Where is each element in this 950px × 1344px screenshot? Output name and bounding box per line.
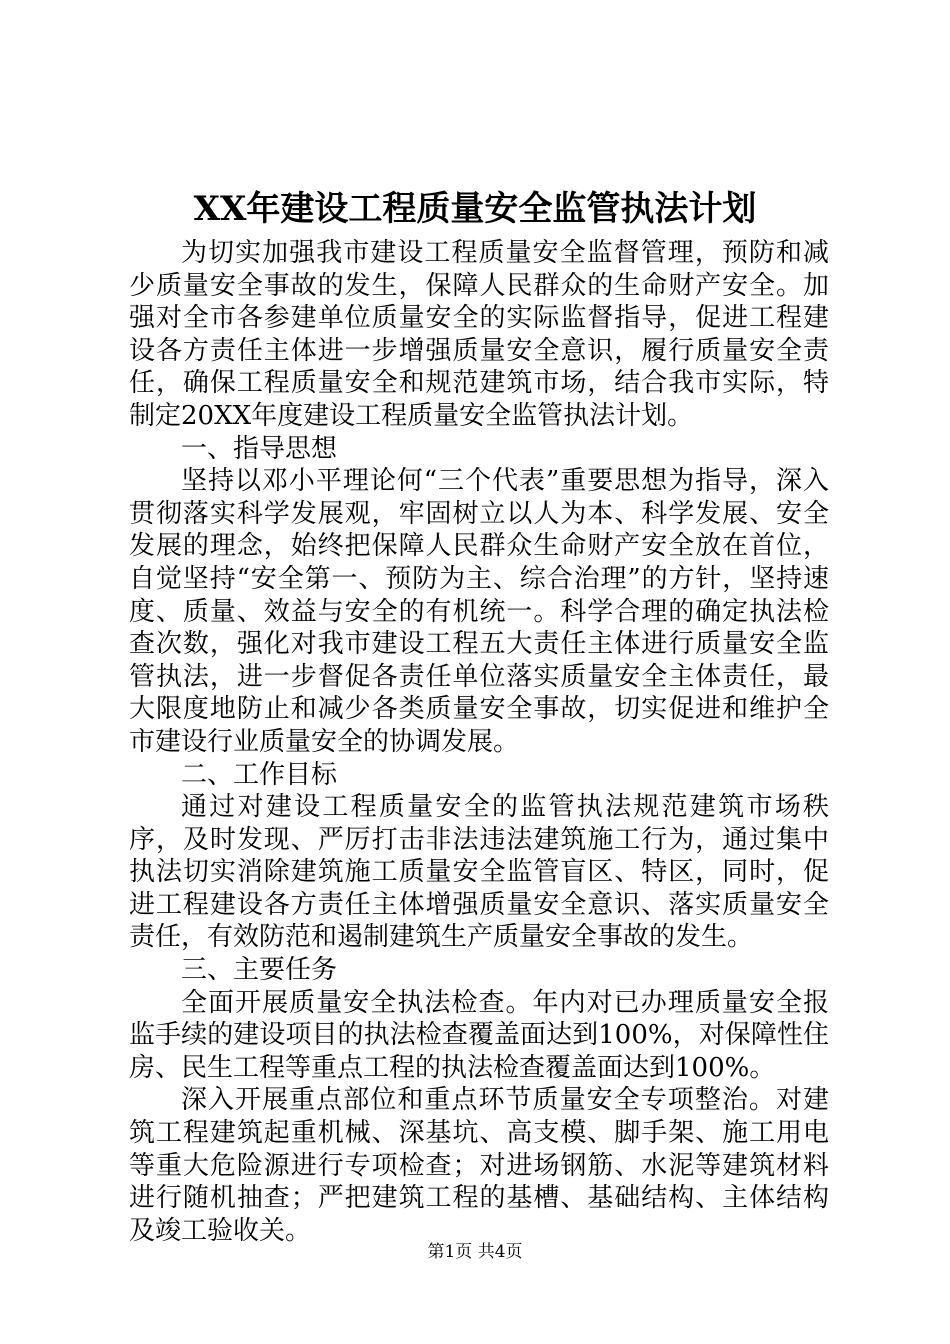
section-heading-main-tasks: 三、主要任务 bbox=[181, 955, 338, 986]
intro-paragraph: 为切实加强我市建设工程质量安全监督管理，预防和减少质量安全事故的发生，保障人民群众的生命财产安全。加强对全市各参建单位质量安全的实际监督指导，促进工程建设各方责任主体进一步增强质量安全意识，履行质量安全责任，确保工程质量安全和规范建筑市场，结合我市实际，特制定20XX年度建设工程质量安全监管执法计划。 bbox=[129, 238, 829, 431]
guiding-ideology-paragraph: 坚持以邓小平理论何“三个代表”重要思想为指导，深入贯彻落实科学发展观，牢固树立以人为本、科学发展、安全发展的理念，始终把保障人民群众生命财产安全放在首位，自觉坚持“安全第一、预防为主、综合治理”的方针，坚持速度、质量、效益与安全的有机统一。科学合理的确定执法检查次数，强化对我市建设工程五大责任主体进行质量安全监管执法，进一步督促各责任单位落实质量安全主体责任，最大限度地防止和减少各类质量安全事故，切实促进和维护全市建设行业质量安全的协调发展。 bbox=[129, 466, 829, 757]
page-number-footer: 第1页 共4页 bbox=[427, 1242, 523, 1262]
section-heading-guiding-ideology: 一、指导思想 bbox=[181, 433, 338, 464]
main-tasks-paragraph-2: 深入开展重点部位和重点环节质量安全专项整治。对建筑工程建筑起重机械、深基坑、高支模、脚手架、施工用电等重大危险源进行专项检查；对进场钢筋、水泥等建筑材料进行随机抽查；严把建筑工程的基槽、基础结构、主体结构及竣工验收关。 bbox=[129, 1085, 829, 1246]
section-heading-work-goals: 二、工作目标 bbox=[181, 759, 338, 790]
work-goals-paragraph: 通过对建设工程质量安全的监管执法规范建筑市场秩序，及时发现、严厉打击非法违法建筑施工行为，通过集中执法切实消除建筑施工质量安全监管盲区、特区，同时，促进工程建设各方责任主体增强质量安全意识、落实质量安全责任，有效防范和遏制建筑生产质量安全事故的发生。 bbox=[129, 792, 829, 953]
main-tasks-paragraph-1: 全面开展质量安全执法检查。年内对已办理质量安全报监手续的建设项目的执法检查覆盖面达到100%，对保障性住房、民生工程等重点工程的执法检查覆盖面达到100%。 bbox=[129, 987, 829, 1083]
document-title: XX年建设工程质量安全监管执法计划 bbox=[193, 189, 757, 229]
document-body bbox=[129, 237, 829, 1247]
